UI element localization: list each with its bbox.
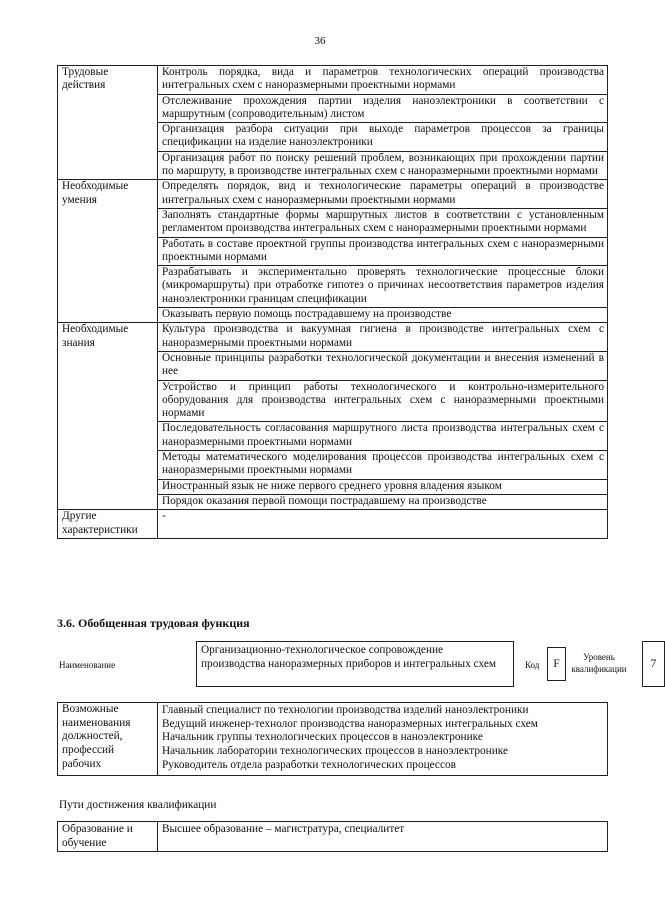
code-value: F (547, 647, 566, 681)
education-label: Образование и обучение (58, 822, 158, 852)
position-item: Начальник лаборатории технологических процессов в наноэлектронике (162, 745, 508, 758)
position-item: Руководитель отдела разработки технологических процессов (162, 758, 456, 771)
requirement-item: Культура производства и вакуумная гигиена в производстве интегральных схем с наноразмерными проектными нормами (158, 323, 608, 352)
requirement-row (58, 323, 608, 352)
level-value: 7 (642, 641, 665, 687)
category-label: Необходимые знания (58, 323, 158, 510)
qualification-paths-table (57, 821, 608, 852)
requirement-item: - (158, 510, 608, 539)
requirement-item: Последовательность согласования маршрутного листа производства интегральных схем с наноразмерными проектными нормами (158, 422, 608, 451)
name-label: Наименование (59, 660, 116, 670)
requirement-item: Основные принципы разработки технологической документации и внесения изменений в нее (158, 351, 608, 380)
requirement-item: Работать в составе проектной группы производства интегральных схем с наноразмерными проектными нормами (158, 237, 608, 266)
requirement-item: Разрабатывать и экспериментально проверять технологические процессные блоки (микромаршруты) при отработке гипотез о причинах несоответствия параметров изделия наноэлектроники границам спецификации (158, 266, 608, 308)
requirement-item: Организация работ по поиску решений проблем, возникающих при прохождении партии по маршруту, в производстве интегральных схем с наноразмерными проектными нормами (158, 151, 608, 180)
category-label: Трудовые действия (58, 66, 158, 180)
level-label: Уровень квалификации (571, 652, 627, 674)
education-value: Высшее образование – магистратура, специалитет (158, 822, 608, 852)
position-item: Начальник группы технологических процессов в наноэлектронике (162, 731, 483, 744)
position-item: Главный специалист по технологии производства изделий наноэлектроники (162, 704, 529, 716)
requirement-item: Определять порядок, вид и технологические параметры операций в производстве интегральных схем с наноразмерными проектными нормами (158, 180, 608, 209)
function-name-bar (57, 641, 657, 689)
requirement-item: Заполнять стандартные формы маршрутных листов в соответствии с установленным регламентом производства интегральных схем с наноразмерными проектными нормами (158, 208, 608, 237)
requirement-row (58, 510, 608, 539)
requirement-row (58, 180, 608, 209)
requirements-table (57, 65, 608, 539)
category-label: Необходимые умения (58, 180, 158, 323)
requirement-item: Оказывать первую помощь пострадавшему на производстве (158, 308, 608, 323)
page-number: 36 (314, 35, 326, 47)
requirement-row (58, 66, 608, 95)
positions-list (158, 703, 608, 776)
requirement-item: Порядок оказания первой помощи пострадавшему на производстве (158, 494, 608, 509)
position-item: Ведущий инженер-технолог производства наноразмерных интегральных схем (162, 717, 538, 730)
requirement-item: Контроль порядка, вида и параметров технологических операций производства интегральных схем с наноразмерными проектными нормами (158, 66, 608, 95)
code-label: Код (525, 660, 540, 670)
positions-table (57, 702, 608, 776)
requirement-item: Организация разбора ситуации при выходе параметров процессов за границы спецификации на изделие наноэлектроники (158, 123, 608, 152)
requirement-item: Устройство и принцип работы технологического и контрольно-измерительного оборудования для производства интегральных схем с наноразмерными проектными нормами (158, 380, 608, 422)
category-label: Другие характеристики (58, 510, 158, 539)
name-value: Организационно-технологическое сопровождение производства наноразмерных приборов и интегральных схем (196, 641, 514, 687)
section-heading: 3.6. Обобщенная трудовая функция (57, 616, 250, 630)
requirement-item: Отслеживание прохождения партии изделия наноэлектроники в соответствии с маршрутным (сопроводительным) листом (158, 94, 608, 123)
requirement-item: Иностранный язык не ниже первого среднего уровня владения языком (158, 479, 608, 494)
positions-label: Возможные наименования должностей, профессий рабочих (58, 703, 158, 776)
requirement-item: Методы математического моделирования процессов производства интегральных схем с наноразмерными проектными нормами (158, 451, 608, 480)
qualification-paths-title: Пути достижения квалификации (59, 799, 217, 811)
